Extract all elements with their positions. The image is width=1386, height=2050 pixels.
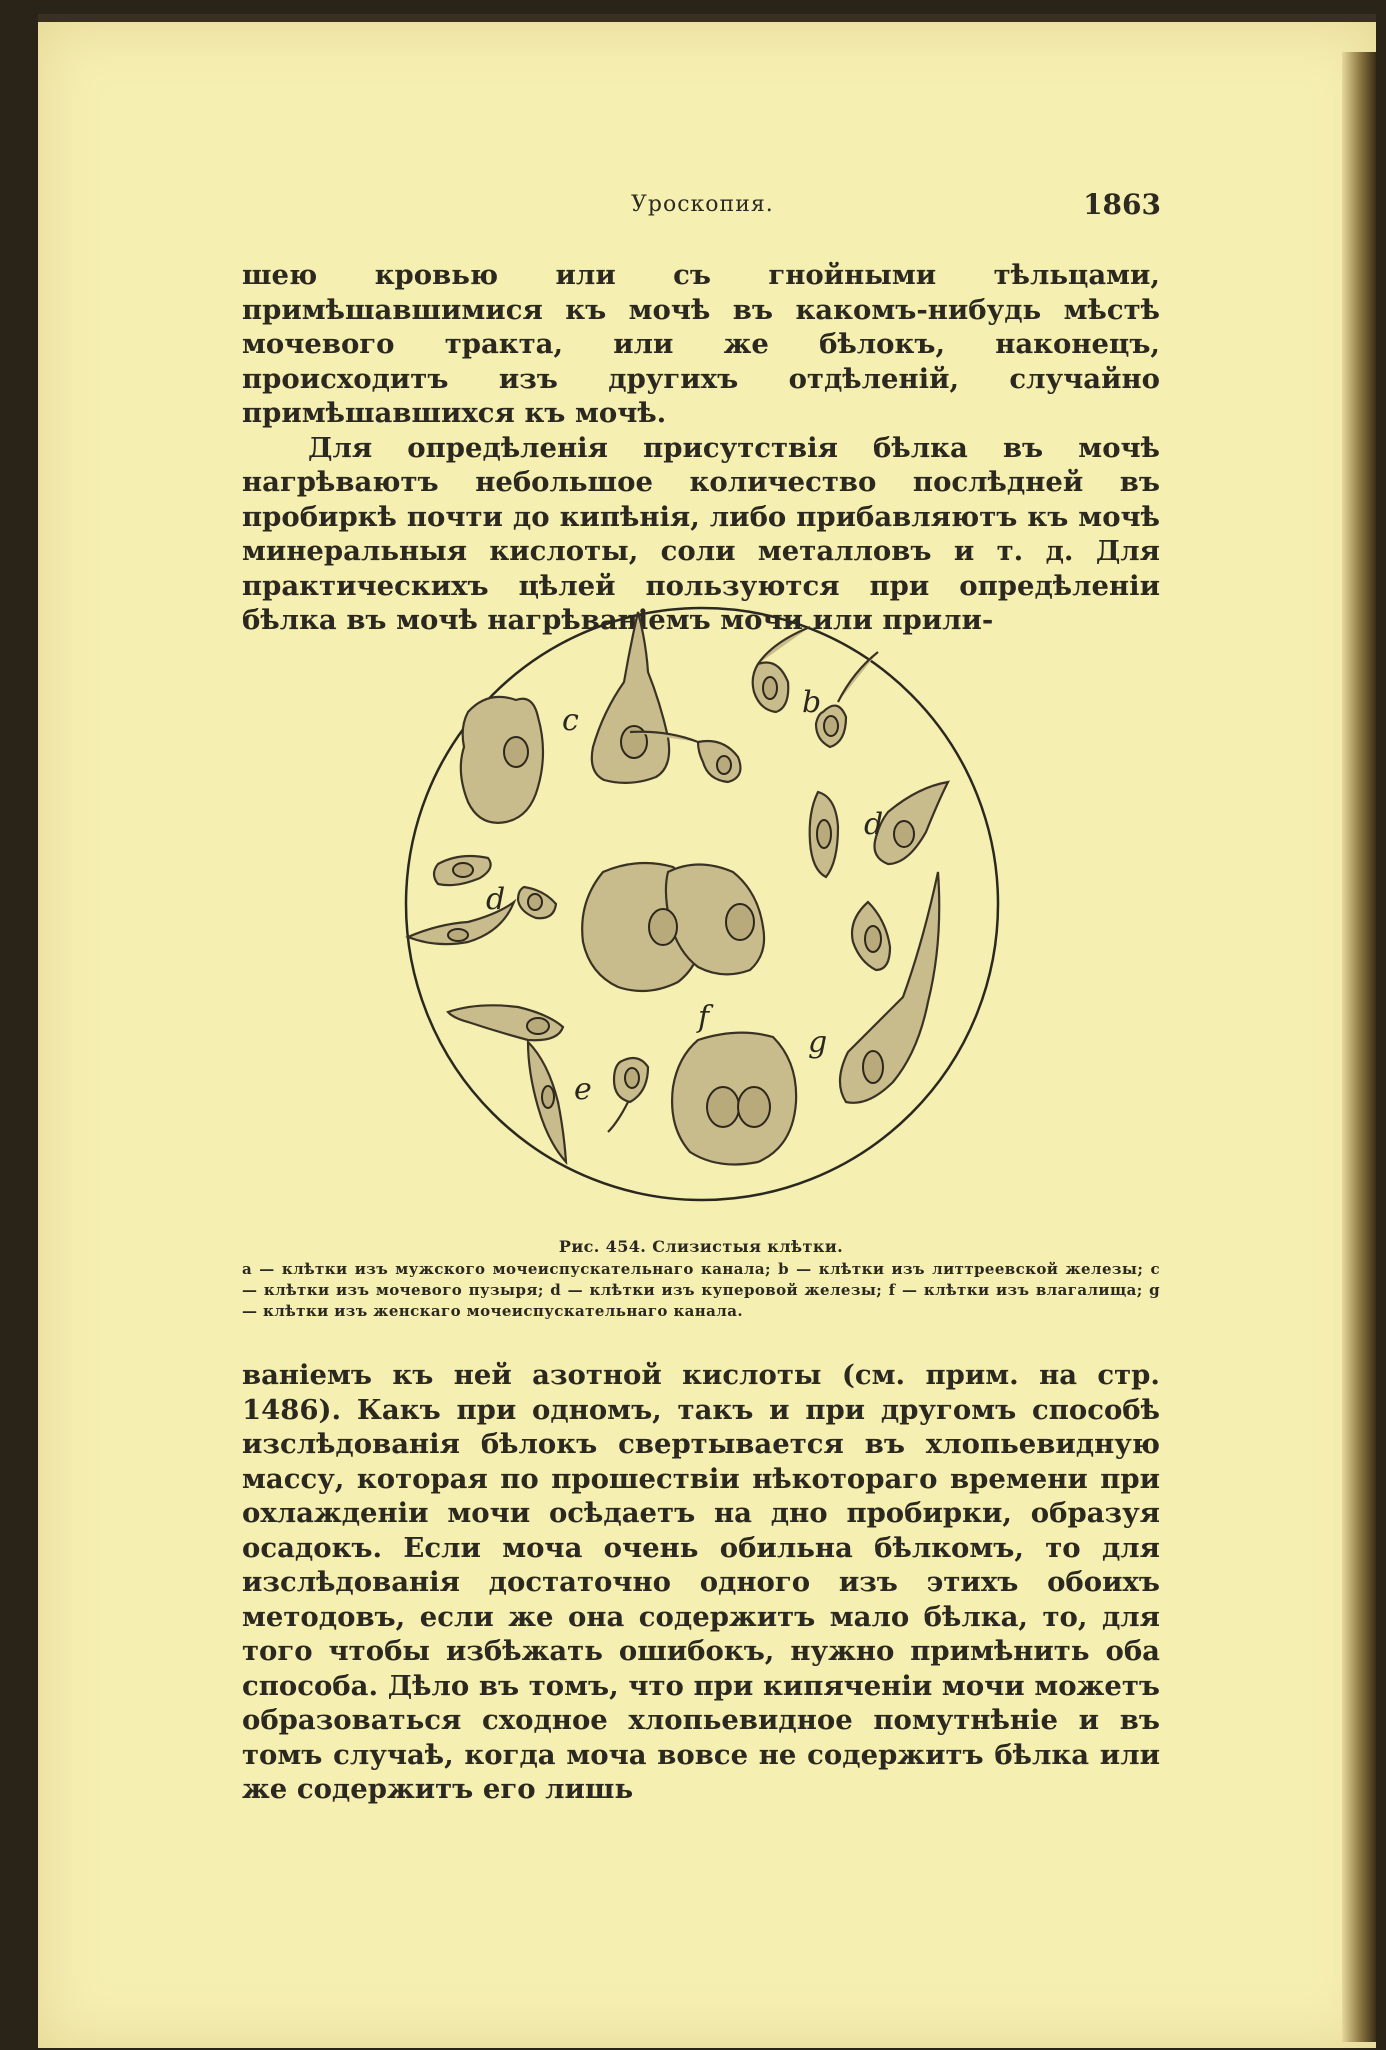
page-number: 1863 <box>1083 188 1161 221</box>
figure-caption <box>242 1236 1160 1322</box>
running-title: Уроскопия. <box>631 192 774 217</box>
running-head <box>233 178 1161 221</box>
figure-label-b: b <box>802 685 822 720</box>
paragraph: шею кровью или съ гнойными тѣльцами, примѣшавшимися къ мочѣ въ какомъ-нибудь мѣстѣ мочевого тракта, или же бѣлокъ, наконецъ, происходитъ изъ другихъ отдѣленій, случайно примѣшавшихся къ мочѣ. <box>242 259 1160 429</box>
paragraph: Для опредѣленія присутствія бѣлка въ мочѣ нагрѣваютъ небольшое количество послѣдней въ пробиркѣ почти до кипѣнія, либо прибавляютъ къ мочѣ минеральныя кислоты, соли металловъ и т. д. Для практическихъ цѣлей пользуются при опредѣленіи бѣлка въ мочѣ нагрѣваніемъ мочи или прили- <box>242 431 1160 636</box>
figure-label-e: e <box>574 1072 592 1107</box>
figure-mucous-cells <box>398 602 1006 1206</box>
figure-label-d: d <box>486 882 506 917</box>
text-block-bottom <box>242 1358 1160 1807</box>
figure-label-g: g <box>808 1025 828 1060</box>
caption-text: a — клѣтки изъ мужского мочеиспускательнаго канала; b — клѣтки изъ литтреевской железы; c — клѣтки изъ мочевого пузыря; d — клѣтки изъ куперовой железы; f — клѣтки изъ влагалища; g — клѣтки изъ женскаго мочеиспускательнаго канала. <box>242 1260 1160 1320</box>
text-block-top <box>242 258 1160 638</box>
figure-label-f: f <box>698 1000 710 1035</box>
figure-label-c: c <box>562 703 579 738</box>
caption-title: Рис. 454. Слизистыя клѣтки. <box>558 1237 844 1256</box>
page-edge <box>1342 52 1376 2042</box>
paragraph: ваніемъ къ ней азотной кислоты (см. прим. на стр. 1486). Какъ при одномъ, такъ и при другомъ способѣ изслѣдованія бѣлокъ свертывается въ хлопьевидную массу, которая по прошествіи нѣкотораго времени при охлажденіи мочи осѣдаетъ на дно пробирки, образуя осадокъ. Если моча очень обильна бѣлкомъ, то для изслѣдованія достаточно одного изъ этихъ обоихъ методовъ, если же она содержитъ мало бѣлка, то, для того чтобы избѣжать ошибокъ, нужно примѣнить оба способа. Дѣло въ томъ, что при кипяченіи мочи можетъ образоваться сходное хлопьевидное помутнѣніе и въ томъ случаѣ, когда моча вовсе не содержитъ бѣлка или же содержитъ его лишь <box>242 1359 1160 1805</box>
microscope-field-illustration <box>398 602 1006 1206</box>
figure-label-d: d <box>864 807 884 842</box>
